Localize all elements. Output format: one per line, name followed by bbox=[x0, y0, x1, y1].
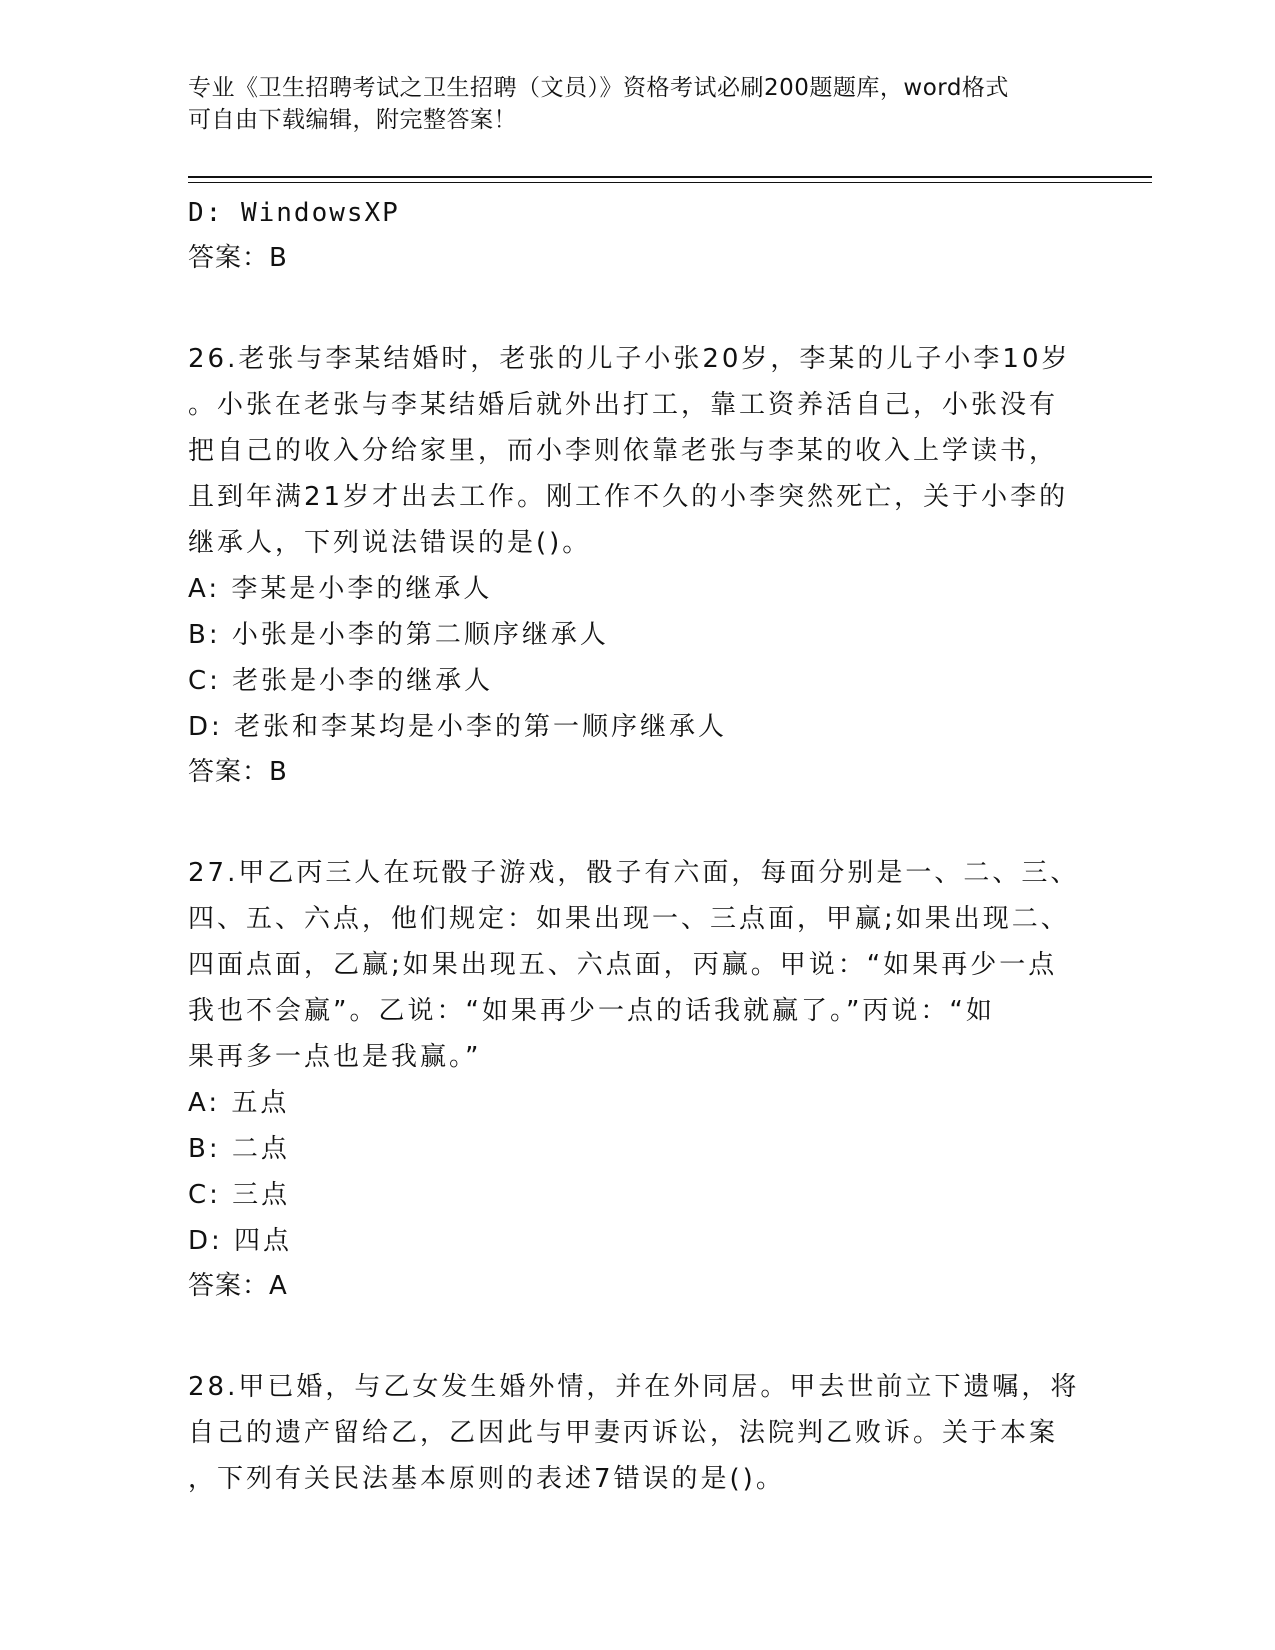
question-text-line: 四、五、六点，他们规定：如果出现一、三点面，甲赢;如果出现二、 bbox=[188, 904, 1070, 934]
option-b: B: 二点 bbox=[188, 1134, 290, 1164]
answer-line: 答案：A bbox=[188, 1271, 288, 1301]
question-text-line: 26.老张与李某结婚时，老张的儿子小张20岁，李某的儿子小李10岁 bbox=[188, 344, 1071, 374]
document-body bbox=[188, 190, 1078, 1502]
option-a: A: 李某是小李的继承人 bbox=[188, 574, 493, 604]
question-27 bbox=[188, 850, 1078, 1308]
header-title-line-2: 可自由下载编辑，附完整答案！ bbox=[188, 107, 517, 133]
question-text-line: 把自己的收入分给家里，而小李则依靠老张与李某的收入上学读书， bbox=[188, 436, 1059, 466]
question-text-line: 四面点面，乙赢;如果出现五、六点面，丙赢。甲说：“如果再少一点 bbox=[188, 950, 1058, 980]
question-text-line: 且到年满21岁才出去工作。刚工作不久的小李突然死亡，关于小李的 bbox=[188, 482, 1069, 512]
header-title-line-1: 专业《卫生招聘考试之卫生招聘（文员）》资格考试必刷200题题库，word格式 bbox=[188, 75, 1009, 101]
option-b: B: 小张是小李的第二顺序继承人 bbox=[188, 620, 609, 650]
question-text-line: 28.甲已婚，与乙女发生婚外情，并在外同居。甲去世前立下遗嘱，将 bbox=[188, 1372, 1080, 1402]
question-text-line: 27.甲乙丙三人在玩骰子游戏，骰子有六面，每面分别是一、二、三、 bbox=[188, 858, 1080, 888]
option-c: C: 老张是小李的继承人 bbox=[188, 666, 494, 696]
spacer bbox=[188, 794, 1078, 850]
question-text-line: 我也不会赢”。乙说：“如果再少一点的话我就赢了。”丙说：“如 bbox=[188, 996, 995, 1026]
option-d: D: 老张和李某均是小李的第一顺序继承人 bbox=[188, 712, 728, 742]
question-28 bbox=[188, 1364, 1078, 1502]
option-c: C: 三点 bbox=[188, 1180, 291, 1210]
question-text-line: 自己的遗产留给乙，乙因此与甲妻丙诉讼，法院判乙败诉。关于本案 bbox=[188, 1418, 1059, 1448]
spacer bbox=[188, 1308, 1078, 1364]
option-d: D: 四点 bbox=[188, 1226, 293, 1256]
answer-line: 答案：B bbox=[188, 757, 288, 787]
question-text-line: 。小张在老张与李某结婚后就外出打工，靠工资养活自己，小张没有 bbox=[188, 390, 1059, 420]
question-text-line: 继承人，下列说法错误的是()。 bbox=[188, 528, 592, 558]
option-a: A: 五点 bbox=[188, 1088, 290, 1118]
option-d: D: WindowsXP bbox=[188, 198, 400, 228]
question-26 bbox=[188, 336, 1078, 794]
spacer bbox=[188, 280, 1078, 336]
document-header bbox=[188, 72, 1088, 136]
previous-question-tail bbox=[188, 190, 1078, 280]
header-divider-thin bbox=[188, 182, 1152, 183]
question-text-line: 果再多一点也是我赢。” bbox=[188, 1042, 482, 1072]
header-divider-thick bbox=[188, 176, 1152, 178]
answer-line: 答案：B bbox=[188, 243, 288, 273]
question-text-line: ，下列有关民法基本原则的表述7错误的是()。 bbox=[188, 1464, 785, 1494]
